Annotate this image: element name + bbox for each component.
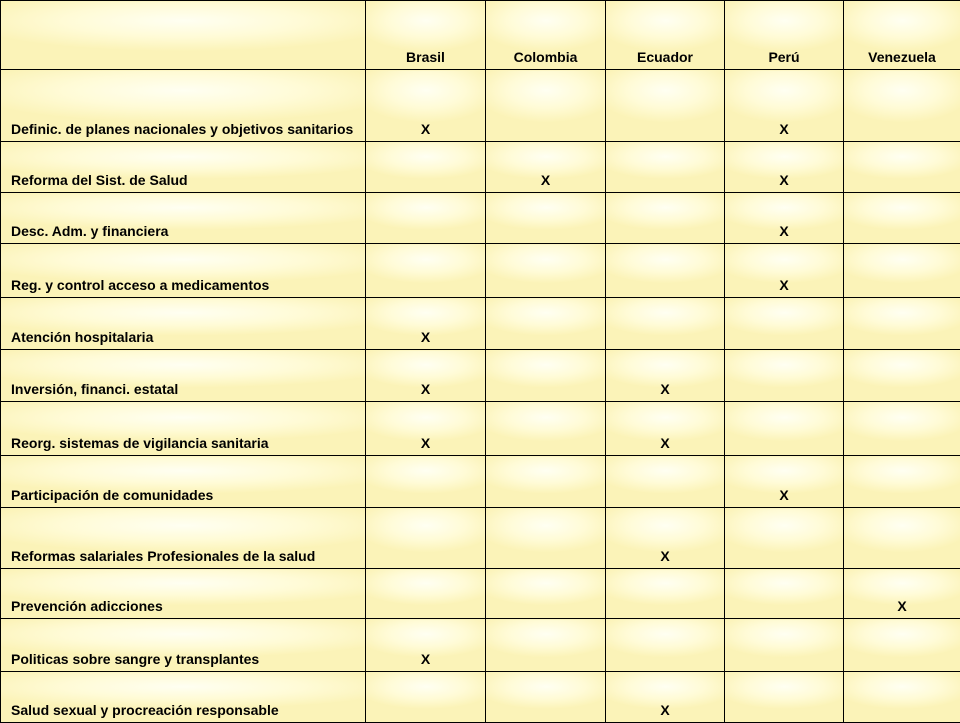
column-header-venezuela: Venezuela: [844, 1, 960, 70]
cell-venezuela: [844, 402, 960, 456]
cell-venezuela: [844, 672, 960, 723]
cell-peru: [725, 619, 844, 672]
table-row: [1, 298, 960, 350]
check-mark: X: [541, 171, 550, 189]
check-mark: X: [660, 434, 669, 452]
row-label: Reformas salariales Profesionales de la salud: [1, 508, 366, 569]
row-label: Reorg. sistemas de vigilancia sanitaria: [1, 402, 366, 456]
cell-peru: [725, 508, 844, 569]
cell-venezuela: [844, 70, 960, 142]
check-mark: X: [421, 434, 430, 452]
cell-ecuador: [606, 569, 725, 619]
check-mark: X: [421, 328, 430, 346]
check-mark: X: [779, 276, 788, 294]
table-row: [1, 350, 960, 402]
cell-brasil: [366, 619, 486, 672]
check-mark: X: [660, 547, 669, 565]
table-row: [1, 70, 960, 142]
row-label: Inversión, financi. estatal: [1, 350, 366, 402]
cell-brasil: [366, 193, 486, 244]
cell-ecuador: [606, 508, 725, 569]
cell-peru: [725, 193, 844, 244]
cell-colombia: [486, 569, 606, 619]
cell-venezuela: [844, 350, 960, 402]
row-label: Desc. Adm. y financiera: [1, 193, 366, 244]
cell-colombia: [486, 142, 606, 193]
cell-ecuador: [606, 70, 725, 142]
cell-venezuela: [844, 508, 960, 569]
cell-colombia: [486, 298, 606, 350]
check-mark: X: [779, 486, 788, 504]
table-row: [1, 142, 960, 193]
cell-brasil: [366, 508, 486, 569]
check-mark: X: [660, 701, 669, 719]
cell-peru: [725, 569, 844, 619]
cell-peru: [725, 456, 844, 508]
cell-peru: [725, 350, 844, 402]
table-row: [1, 456, 960, 508]
cell-venezuela: [844, 298, 960, 350]
cell-colombia: [486, 619, 606, 672]
table-row: [1, 569, 960, 619]
cell-colombia: [486, 70, 606, 142]
row-label: Politicas sobre sangre y transplantes: [1, 619, 366, 672]
table-body: [1, 70, 960, 723]
cell-brasil: [366, 244, 486, 298]
cell-brasil: [366, 569, 486, 619]
row-label: Reforma del Sist. de Salud: [1, 142, 366, 193]
cell-ecuador: [606, 350, 725, 402]
cell-peru: [725, 672, 844, 723]
row-label: Definic. de planes nacionales y objetivos sanitarios: [1, 70, 366, 142]
cell-brasil: [366, 350, 486, 402]
cell-venezuela: [844, 244, 960, 298]
row-label: Atención hospitalaria: [1, 298, 366, 350]
cell-ecuador: [606, 193, 725, 244]
cell-venezuela: [844, 142, 960, 193]
check-mark: X: [421, 650, 430, 668]
cell-venezuela: [844, 193, 960, 244]
cell-peru: [725, 244, 844, 298]
table-row: [1, 672, 960, 723]
row-label: Reg. y control acceso a medicamentos: [1, 244, 366, 298]
cell-brasil: [366, 142, 486, 193]
header-row: [1, 1, 960, 70]
cell-colombia: [486, 402, 606, 456]
corner-cell: [1, 1, 366, 70]
table-row: [1, 402, 960, 456]
row-label: Salud sexual y procreación responsable: [1, 672, 366, 723]
check-mark: X: [897, 597, 906, 615]
cell-colombia: [486, 672, 606, 723]
cell-peru: [725, 402, 844, 456]
check-mark: X: [421, 380, 430, 398]
cell-peru: [725, 70, 844, 142]
column-header-colombia: Colombia: [486, 1, 606, 70]
cell-peru: [725, 142, 844, 193]
check-mark: X: [421, 120, 430, 138]
cell-brasil: [366, 402, 486, 456]
check-mark: X: [779, 171, 788, 189]
cell-brasil: [366, 70, 486, 142]
cell-ecuador: [606, 672, 725, 723]
cell-colombia: [486, 456, 606, 508]
cell-colombia: [486, 350, 606, 402]
table-row: [1, 619, 960, 672]
cell-colombia: [486, 193, 606, 244]
cell-ecuador: [606, 142, 725, 193]
table-row: [1, 193, 960, 244]
cell-peru: [725, 298, 844, 350]
cell-brasil: [366, 672, 486, 723]
cell-colombia: [486, 244, 606, 298]
column-header-peru: Perú: [725, 1, 844, 70]
row-label: Prevención adicciones: [1, 569, 366, 619]
cell-venezuela: [844, 456, 960, 508]
cell-venezuela: [844, 619, 960, 672]
cell-brasil: [366, 298, 486, 350]
check-mark: X: [660, 380, 669, 398]
check-mark: X: [779, 222, 788, 240]
row-label: Participación de comunidades: [1, 456, 366, 508]
cell-ecuador: [606, 244, 725, 298]
cell-ecuador: [606, 402, 725, 456]
cell-venezuela: [844, 569, 960, 619]
cell-ecuador: [606, 298, 725, 350]
cell-brasil: [366, 456, 486, 508]
cell-ecuador: [606, 619, 725, 672]
table-row: [1, 508, 960, 569]
cell-ecuador: [606, 456, 725, 508]
table-row: [1, 244, 960, 298]
cell-colombia: [486, 508, 606, 569]
column-header-ecuador: Ecuador: [606, 1, 725, 70]
column-header-brasil: Brasil: [366, 1, 486, 70]
check-mark: X: [779, 120, 788, 138]
